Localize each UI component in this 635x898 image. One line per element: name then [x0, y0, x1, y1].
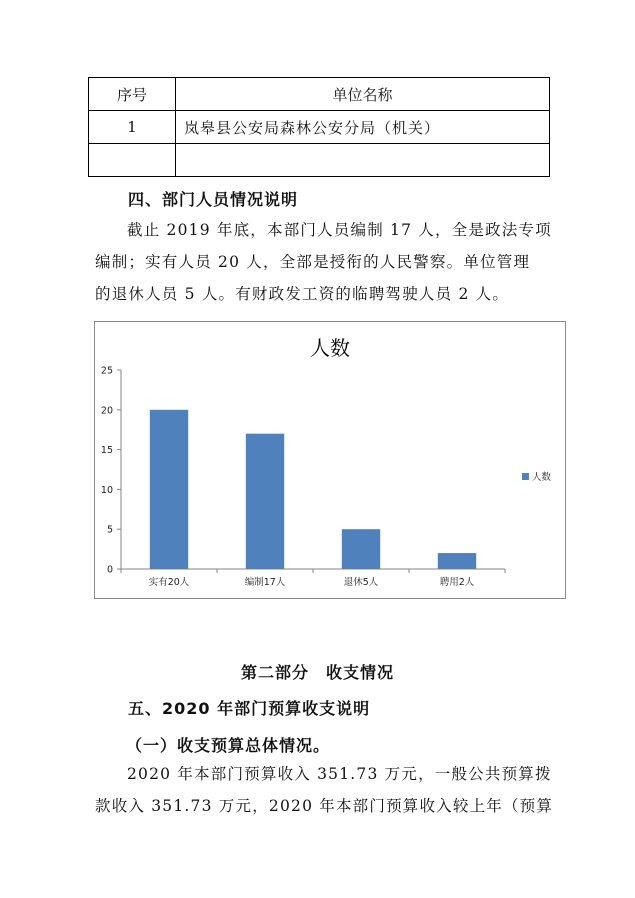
x-tick-label: 实有20人	[148, 577, 190, 588]
bar	[150, 410, 188, 569]
cell-unit-name: 岚皋县公安局森林公安分局（机关）	[176, 111, 550, 144]
part2-paragraph	[95, 758, 555, 822]
header-unit-name: 单位名称	[176, 78, 550, 111]
subsection-heading: （一）收支预算总体情况。	[126, 736, 331, 755]
staff-chart	[94, 321, 566, 599]
paragraph-line: 2020 年本部门预算收入 351.73 万元，一般公共预算拨	[127, 765, 552, 783]
y-tick-label: 5	[106, 524, 113, 536]
table-row	[89, 144, 550, 177]
chart-title: 人数	[310, 336, 350, 360]
cell-unit-name	[176, 144, 550, 177]
section4-heading: 四、部门人员情况说明	[128, 190, 299, 209]
section5-heading: 五、2020 年部门预算收支说明	[128, 699, 371, 718]
y-tick-label: 25	[100, 365, 113, 377]
header-serial: 序号	[89, 78, 176, 111]
x-tick-label: 编制17人	[244, 577, 286, 588]
bar	[342, 529, 380, 569]
y-tick-label: 20	[100, 405, 113, 417]
table-row	[89, 111, 550, 144]
part2-title: 第二部分 收支情况	[240, 663, 394, 682]
legend-label: 人数	[532, 472, 552, 483]
paragraph-line: 款收入 351.73 万元，2020 年本部门预算收入较上年（预算	[95, 797, 554, 815]
x-tick-label: 聘用2人	[439, 577, 475, 588]
section4-paragraph	[95, 214, 555, 310]
chart-canvas	[95, 322, 565, 598]
bar	[438, 553, 476, 569]
paragraph-line: 编制；实有人员 20 人，全部是授衔的人民警察。单位管理	[95, 253, 531, 271]
cell-serial	[89, 144, 176, 177]
cell-serial: 1	[89, 111, 176, 144]
y-tick-label: 10	[100, 484, 113, 496]
legend-swatch	[522, 473, 529, 480]
paragraph-line: 截止 2019 年底，本部门人员编制 17 人，全是政法专项	[127, 221, 552, 239]
unit-table	[88, 77, 550, 177]
y-tick-label: 0	[106, 564, 113, 576]
bar	[246, 434, 284, 569]
paragraph-line: 的退休人员 5 人。有财政发工资的临聘驾驶人员 2 人。	[95, 285, 510, 303]
x-tick-label: 退休5人	[343, 577, 379, 588]
y-tick-label: 15	[100, 445, 113, 457]
table-header-row	[89, 78, 550, 111]
